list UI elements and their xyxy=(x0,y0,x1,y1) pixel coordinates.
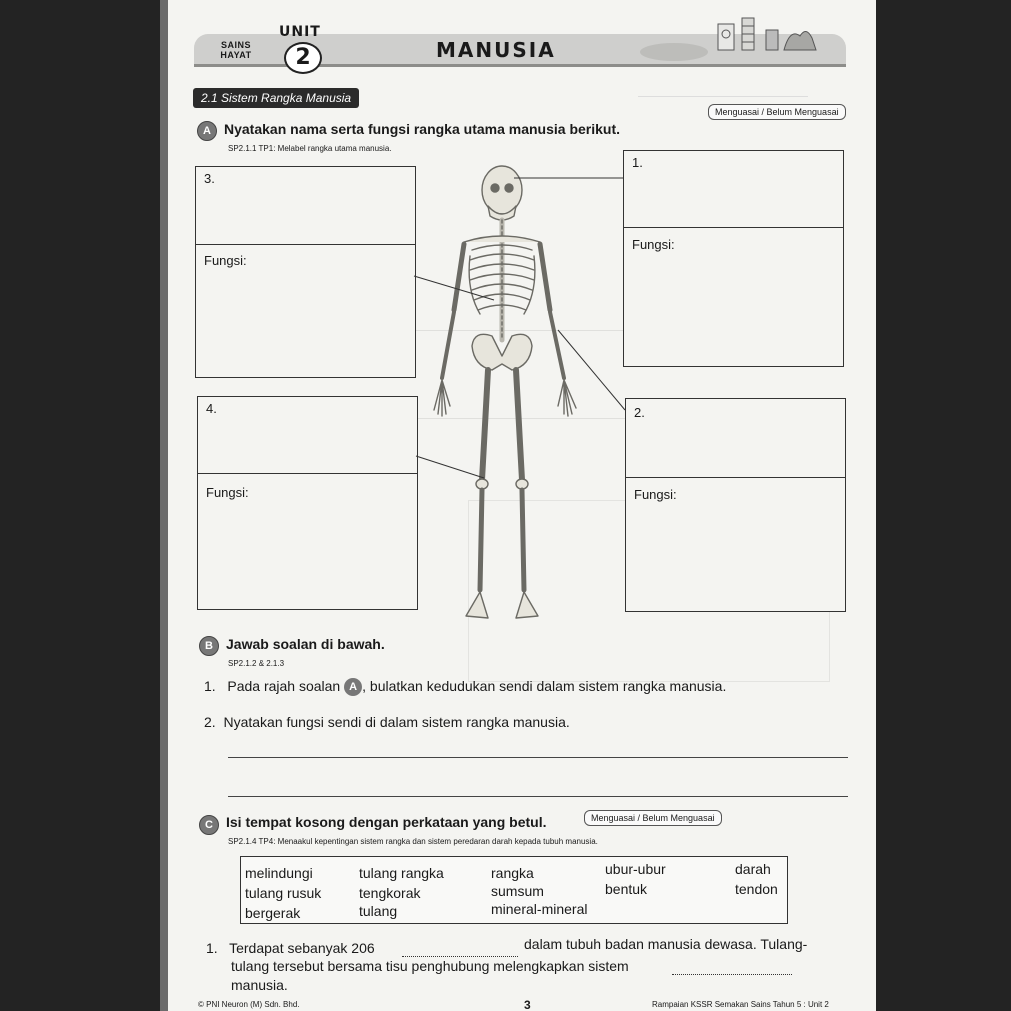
question-c-title: Isi tempat kosong dengan perkataan yang betul. xyxy=(226,814,547,830)
blank-answer-line[interactable] xyxy=(402,956,518,957)
subject-line-2: HAYAT xyxy=(220,50,252,60)
answer-line[interactable] xyxy=(228,757,848,758)
question-number: 1. xyxy=(204,678,216,694)
word-bank-item: tengkorak xyxy=(359,885,421,901)
mastery-checkbox-label[interactable]: Menguasai / Belum Menguasai xyxy=(708,104,846,120)
question-c1-line2: tulang tersebut bersama tisu penghubung melengkapkan sistem xyxy=(231,958,629,974)
word-bank-item: tendon xyxy=(735,881,778,897)
word-bank-item: tulang rangka xyxy=(359,865,444,881)
label-box-number: 4. xyxy=(206,401,217,416)
question-b1-text: Pada rajah soalan xyxy=(227,678,341,694)
answer-line[interactable] xyxy=(228,796,848,797)
label-box-number: 1. xyxy=(632,155,643,170)
unit-word: UNIT xyxy=(279,24,321,40)
question-c1-line3: manusia. xyxy=(231,977,288,993)
word-bank-item: bentuk xyxy=(605,881,648,897)
word-bank-item: darah xyxy=(735,861,771,877)
question-number: 2. xyxy=(204,714,216,730)
publisher-credit: © PNI Neuron (M) Sdn. Bhd. xyxy=(198,1000,300,1009)
mastery-checkbox-label[interactable]: Menguasai / Belum Menguasai xyxy=(584,810,722,826)
question-c1-line1 xyxy=(206,940,375,956)
subject-line-1: SAINS xyxy=(220,40,251,50)
unit-number: 2 xyxy=(284,42,322,74)
question-number: 1. xyxy=(206,940,218,956)
question-a-badge: A xyxy=(197,121,217,141)
word-bank-item: bergerak xyxy=(245,905,301,921)
series-title: Rampaian KSSR Semakan Sains Tahun 5 : Unit 2 xyxy=(652,1000,829,1009)
blank-answer-line[interactable] xyxy=(672,974,792,975)
word-bank-item: rangka xyxy=(491,865,534,881)
word-bank-item: ubur-ubur xyxy=(605,861,666,877)
page-number: 3 xyxy=(524,998,531,1011)
section-tag: 2.1 Sistem Rangka Manusia xyxy=(193,88,359,108)
label-box-number: 3. xyxy=(204,171,215,186)
word-bank-item: tulang rusuk xyxy=(245,885,322,901)
function-label: Fungsi: xyxy=(632,237,675,252)
function-label: Fungsi: xyxy=(204,253,247,268)
question-b-badge: B xyxy=(199,636,219,656)
word-bank-item: sumsum xyxy=(491,883,544,899)
pointer-lines xyxy=(168,0,876,640)
question-b2-text: Nyatakan fungsi sendi di dalam sistem rangka manusia. xyxy=(223,714,570,730)
function-label: Fungsi: xyxy=(206,485,249,500)
question-b-title: Jawab soalan di bawah. xyxy=(226,636,385,652)
word-bank-item: mineral-mineral xyxy=(491,901,588,917)
question-c1-text-continued: dalam tubuh badan manusia dewasa. Tulang- xyxy=(524,936,808,952)
question-c-standard: SP2.1.4 TP4: Menaakul kepentingan sistem rangka dan sistem peredaran darah kepada tubuh manusia. xyxy=(228,837,598,846)
question-b-standard: SP2.1.2 & 2.1.3 xyxy=(228,659,285,668)
workbook-page xyxy=(168,0,876,1011)
question-b2 xyxy=(204,714,570,730)
question-a-reference-badge: A xyxy=(344,678,362,696)
question-b1-text-end: , bulatkan kedudukan sendi dalam sistem rangka manusia. xyxy=(362,678,727,694)
function-label: Fungsi: xyxy=(634,487,677,502)
question-a-standard: SP2.1.1 TP1: Melabel rangka utama manusia. xyxy=(228,144,392,153)
word-bank xyxy=(240,856,788,924)
word-bank-item: tulang xyxy=(359,903,398,919)
question-c1-text: Terdapat sebanyak 206 xyxy=(229,940,375,956)
label-box-number: 2. xyxy=(634,405,645,420)
question-b1 xyxy=(204,678,726,696)
question-a-title: Nyatakan nama serta fungsi rangka utama manusia berikut. xyxy=(224,121,621,137)
word-bank-item: melindungi xyxy=(245,865,313,881)
question-c-badge: C xyxy=(199,815,219,835)
unit-title: MANUSIA xyxy=(436,38,556,62)
